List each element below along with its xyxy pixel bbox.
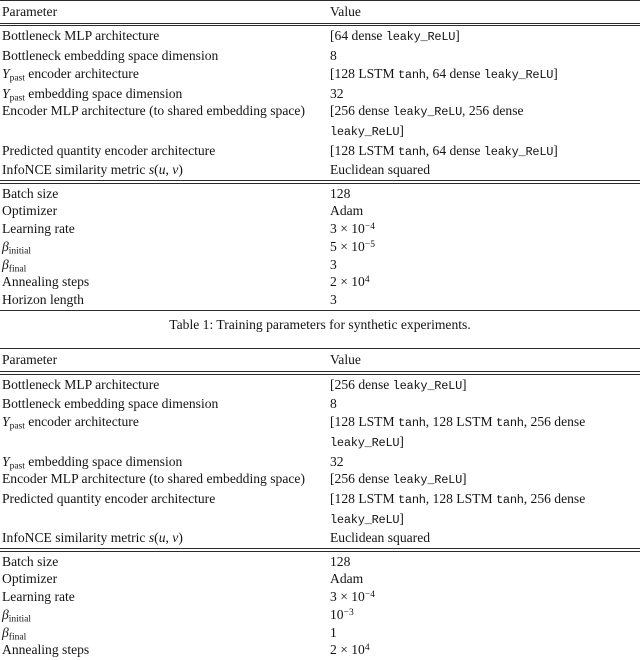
column-header-value: Value: [330, 4, 361, 19]
table-row: [0, 161, 640, 179]
training-rows-section: [0, 552, 640, 660]
table-row: [0, 102, 640, 141]
table-row: [0, 588, 640, 606]
table-1-caption: Table 1: Training parameters for synthetic experiments.: [169, 316, 471, 332]
parameter-cell: Encoder MLP architecture (to shared embedding space): [2, 103, 305, 119]
value-cell: $10^{-3}$: [330, 606, 354, 622]
parameter-cell: Annealing steps: [2, 274, 90, 290]
value-cell: [256 dense leaky_ReLU]: [330, 471, 467, 488]
training-rows-section: [0, 184, 640, 310]
parameter-cell: Batch size: [2, 553, 59, 569]
table-row: [0, 273, 640, 291]
parameter-cell: Bottleneck MLP architecture: [2, 376, 160, 392]
parameter-cell: InfoNCE similarity metric s(u, v): [2, 530, 183, 546]
value-cell: $5 \times 10^{-5}$: [330, 238, 375, 254]
parameter-cell: Bottleneck MLP architecture: [2, 28, 160, 44]
parameter-cell: Encoder MLP architecture (to shared embedding space): [2, 471, 305, 487]
parameter-cell: $Y_{past}$ encoder architecture: [2, 414, 139, 432]
value-cell: Euclidean squared: [330, 162, 431, 178]
value-cell: $3 \times 10^{-4}$: [330, 221, 375, 237]
parameter-cell: InfoNCE similarity metric s(u, v): [2, 162, 183, 178]
parameter-cell: $\beta_{final}$: [2, 256, 27, 275]
value-cell: Adam: [330, 203, 364, 219]
parameter-cell: $\beta_{initial}$: [2, 606, 31, 625]
parameter-cell: $Y_{past}$ embedding space dimension: [2, 85, 183, 104]
table-row: [0, 27, 640, 47]
table-row: [0, 553, 640, 571]
parameter-cell: Learning rate: [2, 589, 75, 605]
value-cell: $2 \times 10^4$: [330, 642, 370, 658]
table-header-row: [0, 349, 640, 371]
parameter-cell: $Y_{past}$ encoder architecture: [2, 65, 139, 84]
parameter-cell: $\beta_{final}$: [2, 624, 27, 643]
value-cell: Adam: [330, 571, 364, 587]
table-row: [0, 202, 640, 220]
table-row: [0, 256, 640, 274]
parameter-cell: Batch size: [2, 185, 59, 201]
value-cell: [128 LSTM tanh, 128 LSTM tanh, 256 dense leaky_ReLU]: [330, 414, 586, 450]
table-row: [0, 453, 640, 471]
value-cell: 32: [330, 453, 344, 469]
value-cell: 1: [330, 624, 337, 640]
architecture-rows-section: [0, 26, 640, 180]
value-cell: 8: [330, 396, 337, 412]
value-cell: 8: [330, 48, 337, 64]
value-cell: [128 LSTM tanh, 64 dense leaky_ReLU]: [330, 65, 558, 82]
parameter-cell: Horizon length: [2, 291, 84, 307]
value-cell: 128: [330, 185, 351, 201]
parameter-cell: Predicted quantity encoder architecture: [2, 142, 216, 158]
table-row: [0, 185, 640, 203]
table-row: [0, 220, 640, 238]
table-row: [0, 570, 640, 588]
value-cell: [256 dense leaky_ReLU, 256 dense leaky_ReLU]: [330, 103, 524, 139]
parameter-cell: $Y_{past}$ embedding space dimension: [2, 453, 183, 472]
architecture-rows-section: [0, 375, 640, 548]
table-header-row: [0, 1, 640, 23]
table-row: [0, 142, 640, 162]
value-cell: $3 \times 10^{-4}$: [330, 589, 375, 605]
table-row: [0, 376, 640, 396]
table-row: [0, 65, 640, 85]
parameter-cell: Learning rate: [2, 221, 75, 237]
table-2-training-parameters: [0, 348, 640, 660]
column-header-parameter: Parameter: [2, 352, 58, 368]
parameter-cell: Bottleneck embedding space dimension: [2, 396, 219, 412]
parameter-cell: Bottleneck embedding space dimension: [2, 48, 219, 64]
value-cell: 32: [330, 85, 344, 101]
table-row: [0, 413, 640, 452]
table-row: [0, 624, 640, 642]
value-cell: [64 dense leaky_ReLU]: [330, 28, 460, 45]
table-row: [0, 395, 640, 413]
table-row: [0, 238, 640, 256]
parameter-cell: Annealing steps: [2, 642, 90, 658]
value-cell: 128: [330, 553, 351, 569]
value-cell: $2 \times 10^4$: [330, 274, 370, 290]
column-header-parameter: Parameter: [2, 4, 58, 19]
parameter-cell: Predicted quantity encoder architecture: [2, 490, 216, 506]
table-row: [0, 641, 640, 659]
value-cell: 3: [330, 256, 337, 272]
table-row: [0, 529, 640, 547]
table-row: [0, 85, 640, 103]
table-row: [0, 606, 640, 624]
value-cell: [128 LSTM tanh, 64 dense leaky_ReLU]: [330, 142, 558, 159]
parameter-cell: Optimizer: [2, 571, 58, 587]
value-cell: 3: [330, 291, 337, 307]
table-row: [0, 490, 640, 529]
column-header-value: Value: [330, 352, 361, 368]
value-cell: [256 dense leaky_ReLU]: [330, 376, 467, 393]
value-cell: Euclidean squared: [330, 530, 431, 546]
parameter-cell: Optimizer: [2, 203, 58, 219]
table-row: [0, 47, 640, 65]
table-bottom-rule: [0, 310, 640, 311]
table-row: [0, 470, 640, 490]
parameter-cell: $\beta_{initial}$: [2, 238, 31, 257]
table-row: [0, 291, 640, 309]
value-cell: [128 LSTM tanh, 128 LSTM tanh, 256 dense leaky_ReLU]: [330, 490, 586, 527]
